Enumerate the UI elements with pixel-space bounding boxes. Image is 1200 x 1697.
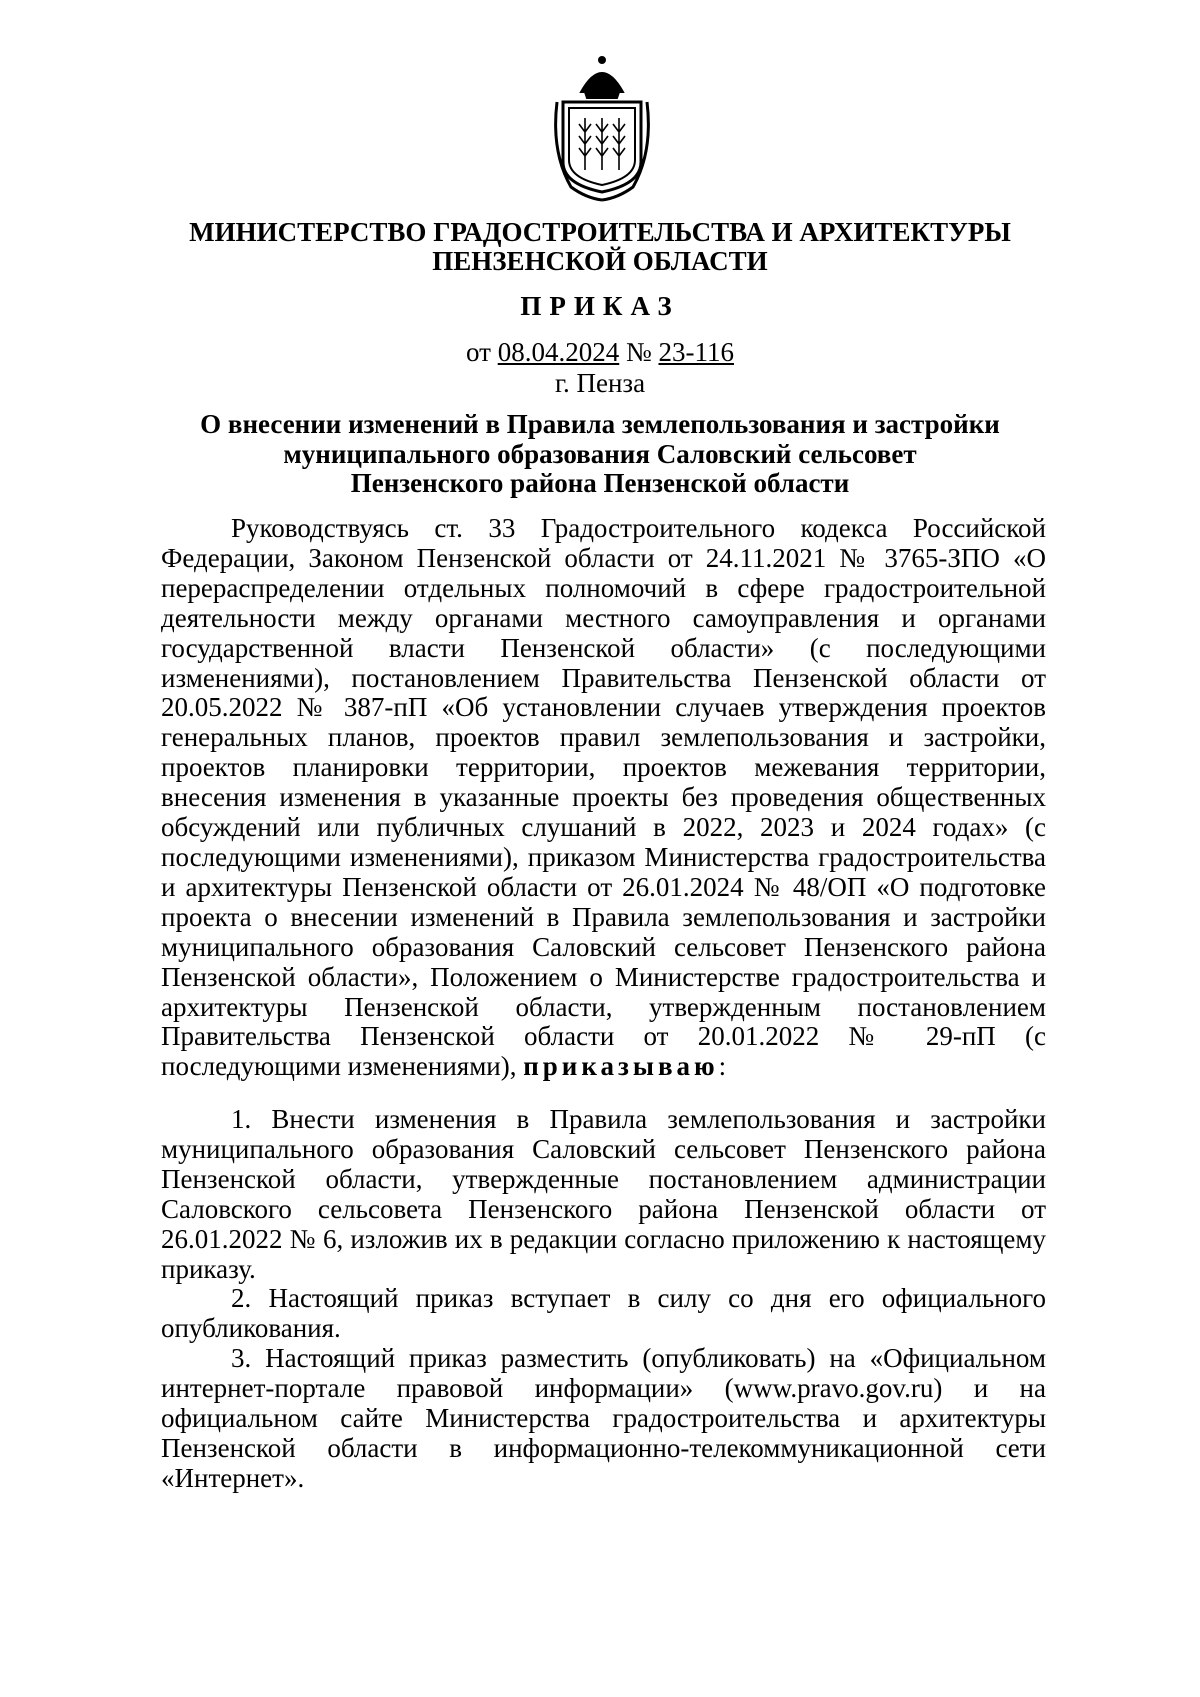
title-line1: О внесении изменений в Правила землепользования и застройки bbox=[200, 409, 1000, 439]
preamble bbox=[161, 514, 1046, 1082]
order-verb: приказываю bbox=[523, 1051, 719, 1082]
city: г. Пенза bbox=[554, 368, 646, 398]
title-line3: Пензенского района Пензенской области bbox=[350, 468, 850, 498]
preamble-text: Руководствуясь ст. 33 Градостроительного кодекса Российской Федерации, Законом Пензенской области от 24.11.2021 № 3765-ЗПО «О перераспределении отдельных полномочий в сфере градостроительной деятельности между органами местного самоуправления и органами государственной власти Пензенской области» (с последующими изменениями), постановлением Правительства Пензенской области от 20.05.2022 № 387-пП «Об установлении случаев утверждения проектов генеральных планов, проектов правил землепользования и застройки, проектов планировки территории, проектов межевания территории, внесения изменения в указанные проекты без проведения общественных обсуждений или публичных слушаний в 2022, 2023 и 2024 годах» (с последующими изменениями), приказом Министерства градостроительства и архитектуры Пензенской области от 26.01.2024 № 48/ОП «О подготовке проекта о внесении изменений в Правила землепользования и застройки муниципального образования Саловский сельсовет Пензенского района Пензенской области», Положением о Министерстве градостроительства и архитектуры Пензенской области, утвержденным постановлением Правительства Пензенской области от 20.01.2022 № 29-пП (с последующими изменениями), bbox=[161, 513, 1046, 1082]
coat-of-arms-icon bbox=[551, 52, 653, 202]
order-item-1: 1. Внести изменения в Правила землепользования и застройки муниципального образования Саловский сельсовет Пензенского района Пензенской области, утвержденные постановлением администрации Саловского сельсовета Пензенского района Пензенской области от 26.01.2022 № 6, изложив их в редакции согласно приложению к настоящему приказу. bbox=[161, 1104, 1046, 1284]
order-item-3: 3. Настоящий приказ разместить (опубликовать) на «Официальном интернет-портале правовой информации» (www.pravo.gov.ru) и на официальном сайте Министерства градостроительства и архитектуры Пензенской области в информационно-телекоммуникационной сети «Интернет». bbox=[161, 1343, 1046, 1493]
preamble-end: : bbox=[718, 1051, 727, 1082]
ministry-name-line1: МИНИСТЕРСТВО ГРАДОСТРОИТЕЛЬСТВА И АРХИТЕКТУРЫ bbox=[189, 217, 1011, 247]
title-line2: муниципального образования Саловский сельсовет bbox=[283, 438, 917, 469]
order-items bbox=[161, 1105, 1046, 1494]
order-number: 23-116 bbox=[658, 337, 734, 367]
document-title bbox=[0, 410, 1200, 499]
preamble-paragraph bbox=[161, 514, 1046, 1082]
ministry-name-line2: ПЕНЗЕНСКОЙ ОБЛАСТИ bbox=[432, 246, 768, 276]
number-prefix: № bbox=[619, 337, 659, 367]
order-item-2: 2. Настоящий приказ вступает в силу со дня его официального опубликования. bbox=[161, 1283, 1046, 1344]
date-prefix: от bbox=[466, 337, 498, 367]
document-type: ПРИКАЗ bbox=[520, 291, 680, 321]
order-date: 08.04.2024 bbox=[497, 337, 620, 367]
date-number-line bbox=[0, 338, 1200, 366]
